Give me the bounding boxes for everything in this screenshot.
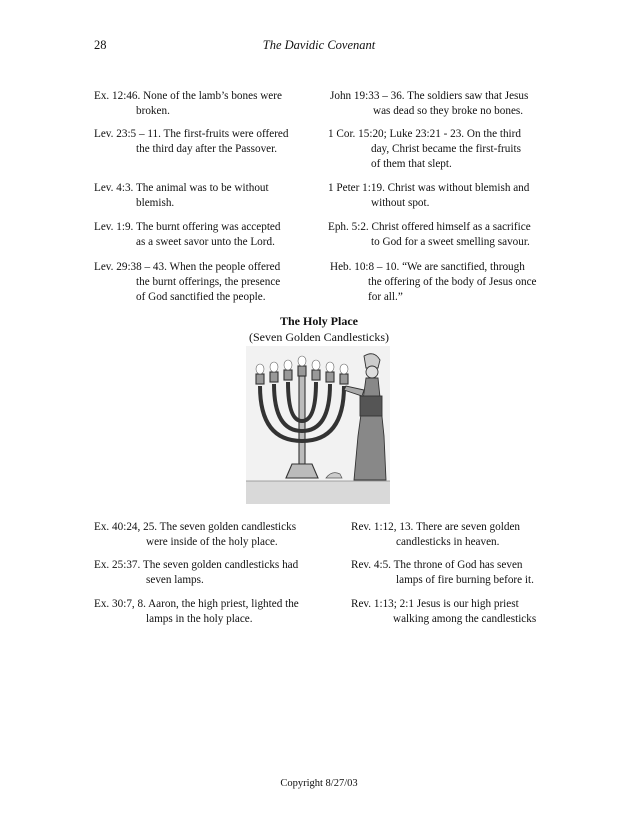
section-heading [0,313,638,345]
page-header [0,38,638,54]
ot-reference-7: Ex. 25:37. The seven golden candlesticks had seven lamps. [94,559,299,586]
nt-reference-8: Rev. 1:13; 2:1 Jesus is our high priest walking among the candlesticks [351,598,537,625]
page-number: 28 [94,38,107,52]
nt-reference-7: Rev. 4:5. The throne of God has seven lamps of fire burning before it. [351,559,534,586]
running-title: The Davidic Covenant [262,38,376,52]
nt-reference-5: Heb. 10:8 – 10. “We are sanctified, through the offering of the body of Jesus once for all.” [330,261,537,303]
ot-reference-1: Ex. 12:46. None of the lamb’s bones were broken. [94,90,282,117]
ot-reference-3: Lev. 4:3. The animal was to be without blemish. [94,182,269,209]
menorah-illustration [246,346,390,504]
nt-reference-6: Rev. 1:12, 13. There are seven golden candlesticks in heaven. [351,521,521,548]
section-subtitle: (Seven Golden Candlesticks) [249,330,389,344]
menorah-priest-drawing [246,346,390,504]
nt-reference-2: 1 Cor. 15:20; Luke 23:21 - 23. On the third day, Christ became the first-fruits of them that slept. [328,128,521,170]
nt-reference-1: John 19:33 – 36. The soldiers saw that Jesus was dead so they broke no bones. [330,90,529,117]
copyright-footer: Copyright 8/27/03 [280,778,358,789]
nt-reference-4: Eph. 5:2. Christ offered himself as a sacrifice to God for a sweet smelling savour. [328,221,531,248]
ot-reference-4: Lev. 1:9. The burnt offering was accepted as a sweet savor unto the Lord. [94,221,281,248]
ot-reference-5: Lev. 29:38 – 43. When the people offered the burnt offerings, the presence of God sanctified the people. [94,261,281,303]
ot-reference-6: Ex. 40:24, 25. The seven golden candlesticks were inside of the holy place. [94,521,297,548]
ot-reference-2: Lev. 23:5 – 11. The first-fruits were offered the third day after the Passover. [94,128,289,155]
nt-reference-3: 1 Peter 1:19. Christ was without blemish and without spot. [328,182,530,209]
ot-reference-8: Ex. 30:7, 8. Aaron, the high priest, lighted the lamps in the holy place. [94,598,299,625]
section-title: The Holy Place [280,314,358,328]
